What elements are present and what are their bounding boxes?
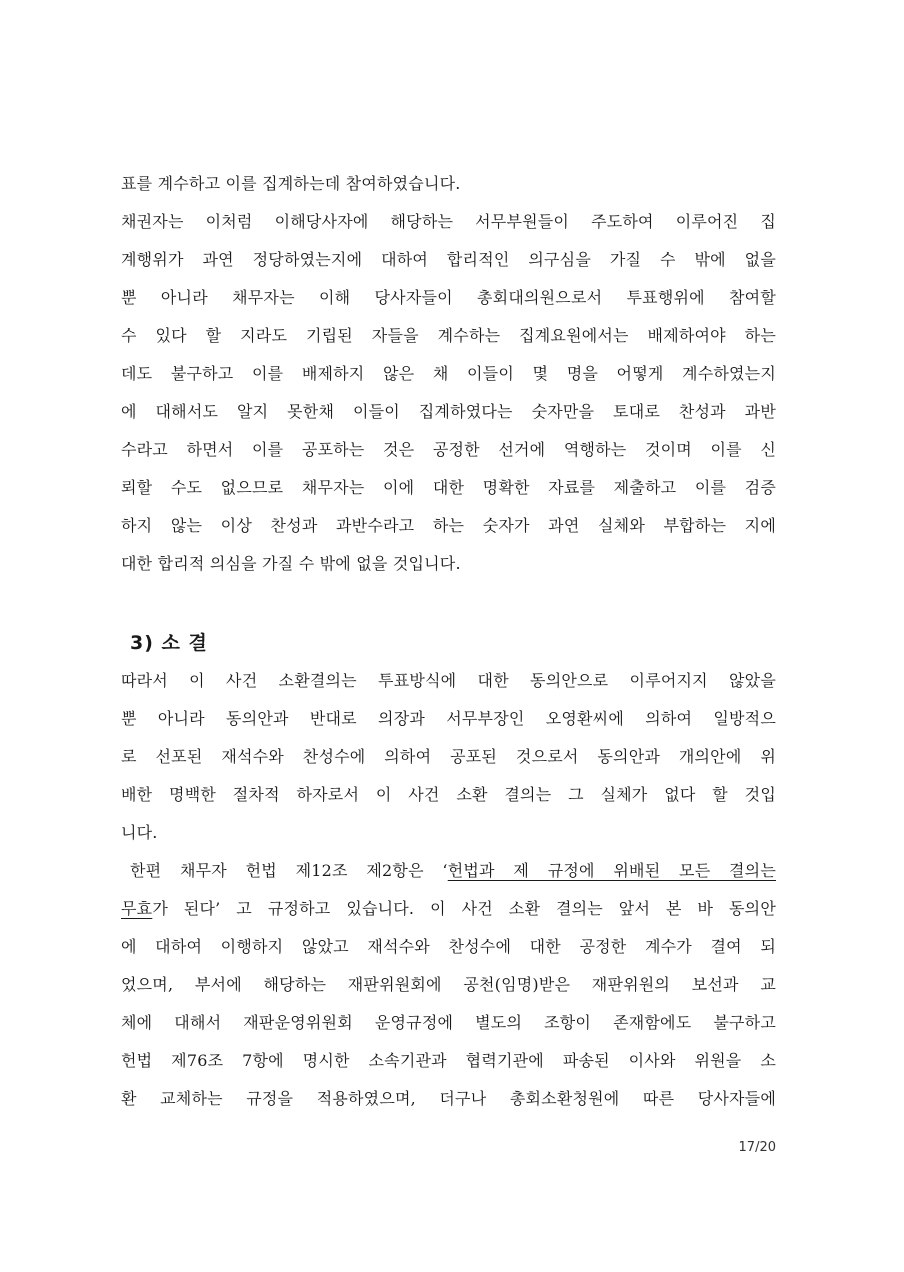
text-line: 표를 계수하고 이를 집계하는데 참여하였습니다.	[121, 174, 461, 193]
text-line: 대한 합리적 의심을 가질 수 밖에 없을 것입니다.	[121, 554, 461, 573]
text-segment: 가 된다’ 고 규정하고 있습니다. 이 사건 소환 결의는 앞서 본 바 동의안	[152, 899, 776, 918]
text-line: 따라서 이 사건 소환결의는 투표방식에 대한 동의안으로 이루어지지 않았을	[121, 671, 776, 690]
text-line: 배한 명백한 절차적 하자로서 이 사건 소환 결의는 그 실체가 없다 할 것입	[121, 785, 776, 804]
text-line: 뢰할 수도 없으므로 채무자는 이에 대한 명확한 자료를 제출하고 이를 검증	[121, 478, 776, 497]
text-line: 채권자는 이처럼 이해당사자에 해당하는 서무부원들이 주도하여 이루어진 집	[121, 212, 776, 231]
text-line: 헌법 제76조 7항에 명시한 소속기관과 협력기관에 파송된 이사와 위원을 소	[121, 1051, 776, 1070]
page-number: 17/20	[738, 1140, 776, 1155]
text-segment: 한편 채무자 헌법 제12조 제2항은 ‘	[130, 861, 448, 880]
section-heading: 3) 소 결	[130, 632, 208, 654]
text-line: 에 대하여 이행하지 않았고 재석수와 찬성수에 대한 공정한 계수가 결여 되	[121, 937, 776, 956]
text-line-mixed	[121, 890, 776, 928]
text-line: 었으며, 부서에 해당하는 재판위원회에 공천(임명)받은 재판위원의 보선과 교	[121, 975, 776, 994]
text-line: 뿐 아니라 채무자는 이해 당사자들이 총회대의원으로서 투표행위에 참여할	[121, 288, 776, 307]
text-line: 에 대해서도 알지 못한채 이들이 집계하였다는 숫자만을 토대로 찬성과 과반	[121, 402, 776, 421]
text-line: 수 있다 할 지라도 기립된 자들을 계수하는 집계요원에서는 배제하여야 하는	[121, 326, 776, 345]
text-line: 뿐 아니라 동의안과 반대로 의장과 서무부장인 오영환씨에 의하여 일방적으	[121, 709, 776, 728]
underlined-text: 헌법과 제 규정에 위배된 모든 결의는	[447, 861, 776, 880]
text-line: 하지 않는 이상 찬성과 과반수라고 하는 숫자가 과연 실체와 부합하는 지에	[121, 516, 776, 535]
text-line: 수라고 하면서 이를 공포하는 것은 공정한 선거에 역행하는 것이며 이를 신	[121, 440, 776, 459]
underlined-text: 무효	[121, 899, 153, 918]
body-section-1	[121, 165, 776, 583]
text-line: 계행위가 과연 정당하였는지에 대하여 합리적인 의구심을 가질 수 밖에 없을	[121, 250, 776, 269]
text-line-mixed	[121, 852, 776, 890]
body-section-2	[121, 662, 776, 1118]
text-line: 니다.	[121, 823, 158, 842]
text-line: 데도 불구하고 이를 배제하지 않은 채 이들이 몇 명을 어떻게 계수하였는지	[121, 364, 776, 383]
text-line: 로 선포된 재석수와 찬성수에 의하여 공포된 것으로서 동의안과 개의안에 위	[121, 747, 776, 766]
text-line: 환 교체하는 규정을 적용하였으며, 더구나 총회소환청원에 따른 당사자들에	[121, 1089, 776, 1108]
text-line: 체에 대해서 재판운영위원회 운영규정에 별도의 조항이 존재함에도 불구하고	[121, 1013, 776, 1032]
